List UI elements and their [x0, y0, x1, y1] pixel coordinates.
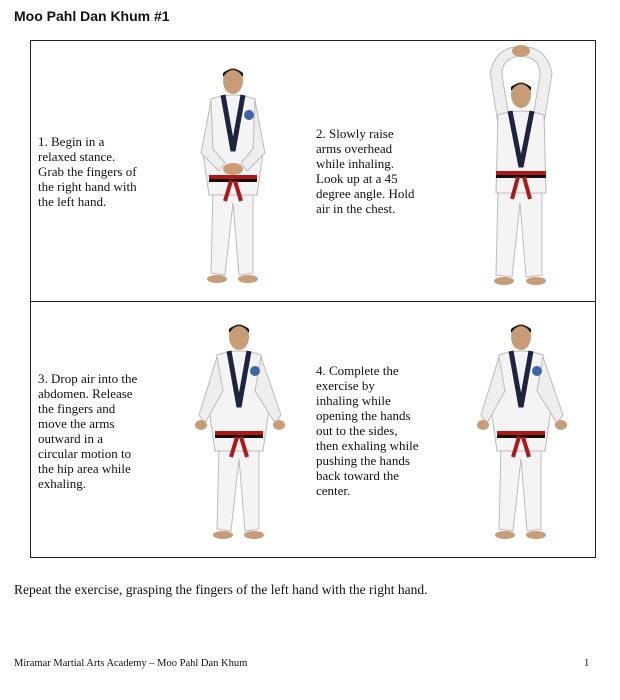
step-3-text: 3. Drop air into the abdomen. Release the fingers and move the arms outward in a circular motion to the hip area while exhaling. [38, 371, 138, 491]
instruction-grid [30, 40, 596, 558]
page-number: 1 [584, 658, 590, 669]
step-2-text: 2. Slowly raise arms overhead while inhaling. Look up at a 45 degree angle. Hold air in the chest. [316, 126, 415, 216]
step-4-photo [473, 319, 573, 551]
step-3-photo [191, 319, 291, 551]
step-2-photo [476, 43, 566, 295]
footer-text: Miramar Martial Arts Academy – Moo Pahl Dan Khum [14, 658, 248, 669]
step-1-text: 1. Begin in a relaxed stance. Grab the fingers of the right hand with the left hand. [38, 134, 137, 209]
step-4-text: 4. Complete the exercise by inhaling while opening the hands out to the sides, then exhaling while pushing the hands back toward the center. [316, 363, 419, 498]
repeat-note: Repeat the exercise, grasping the fingers of the left hand with the right hand. [14, 582, 428, 597]
grid-divider [31, 301, 595, 302]
page-title: Moo Pahl Dan Khum #1 [14, 8, 170, 24]
step-1-photo [191, 63, 277, 293]
